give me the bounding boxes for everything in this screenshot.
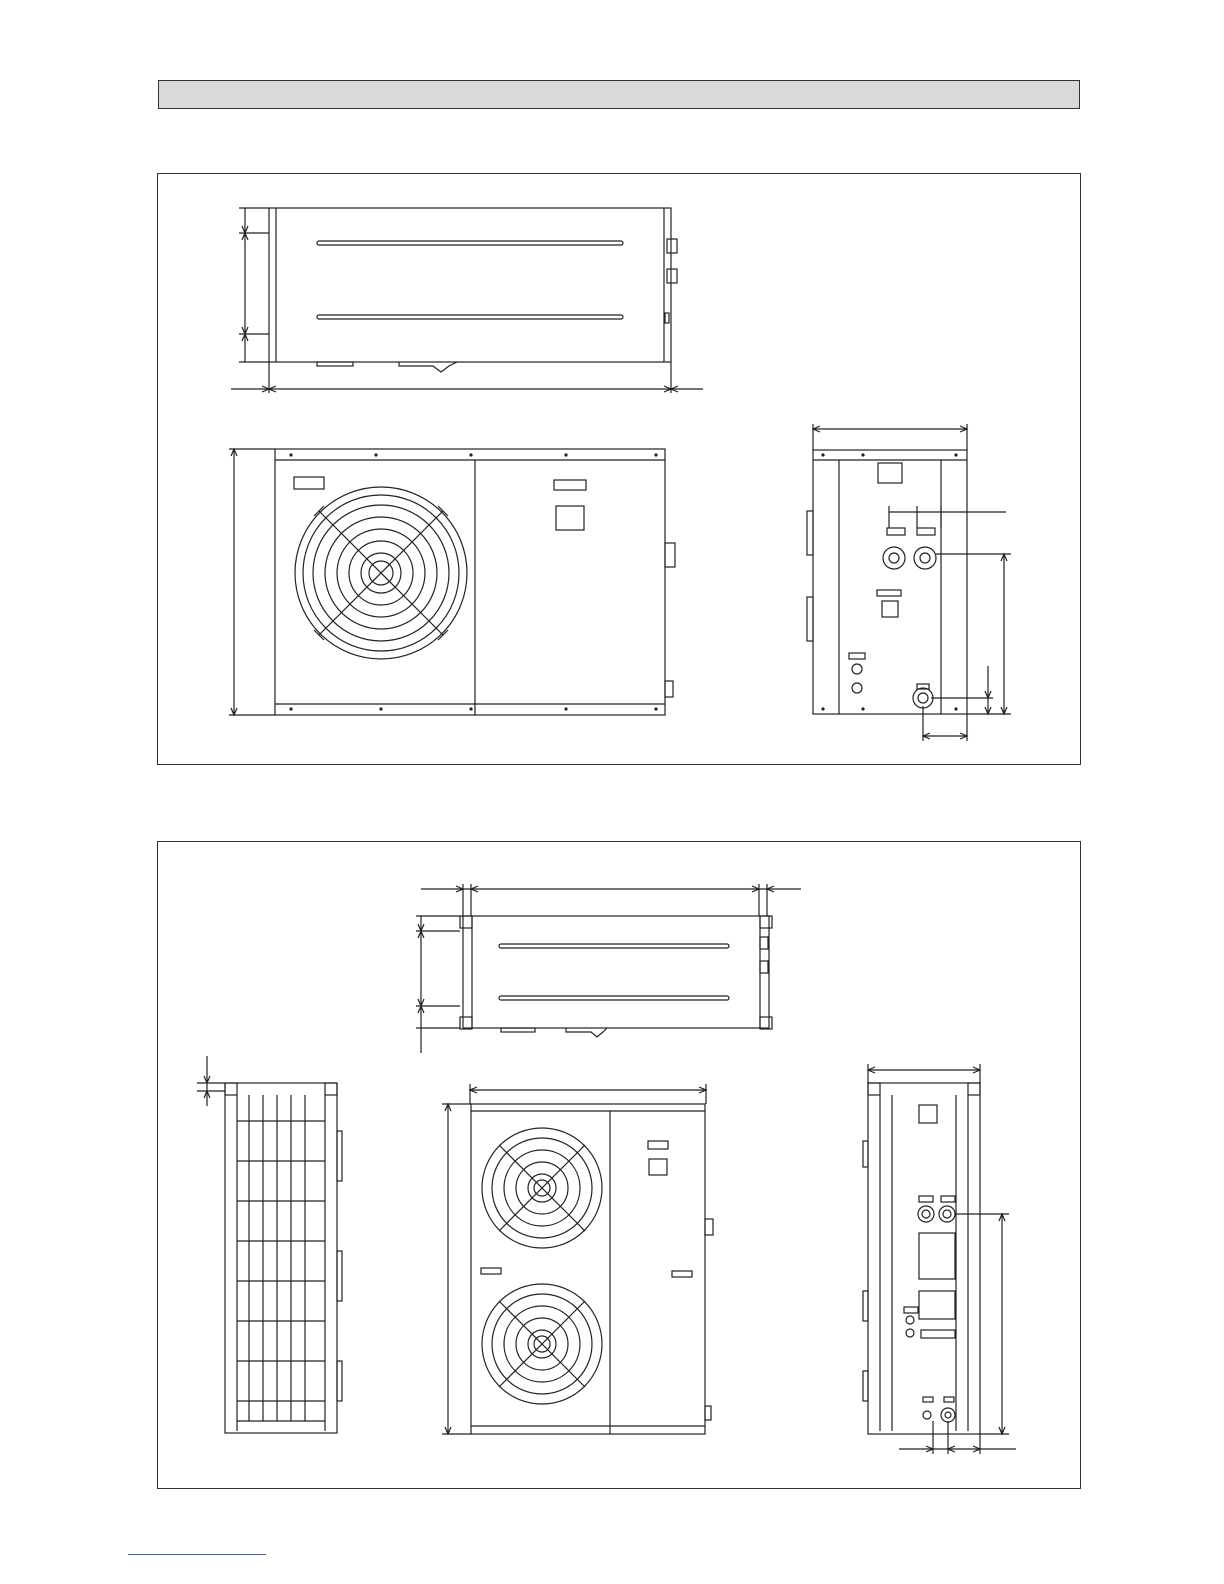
- twin-fan-unit-drawing-panel: [157, 841, 1081, 1489]
- section-header-bar: [158, 80, 1080, 109]
- footer-link-underline[interactable]: [128, 1554, 266, 1555]
- top-view-twin-fan: [416, 884, 801, 1053]
- single-fan-unit-drawing-panel: [157, 173, 1081, 765]
- top-view-single-fan: [231, 208, 703, 393]
- front-view-twin-fan: [442, 1084, 713, 1434]
- side-view-twin-fan: [863, 1064, 1016, 1454]
- side-view-coil-twin-fan: [197, 1056, 342, 1433]
- front-view-single-fan: [229, 449, 675, 715]
- side-view-single-fan: [807, 424, 1011, 741]
